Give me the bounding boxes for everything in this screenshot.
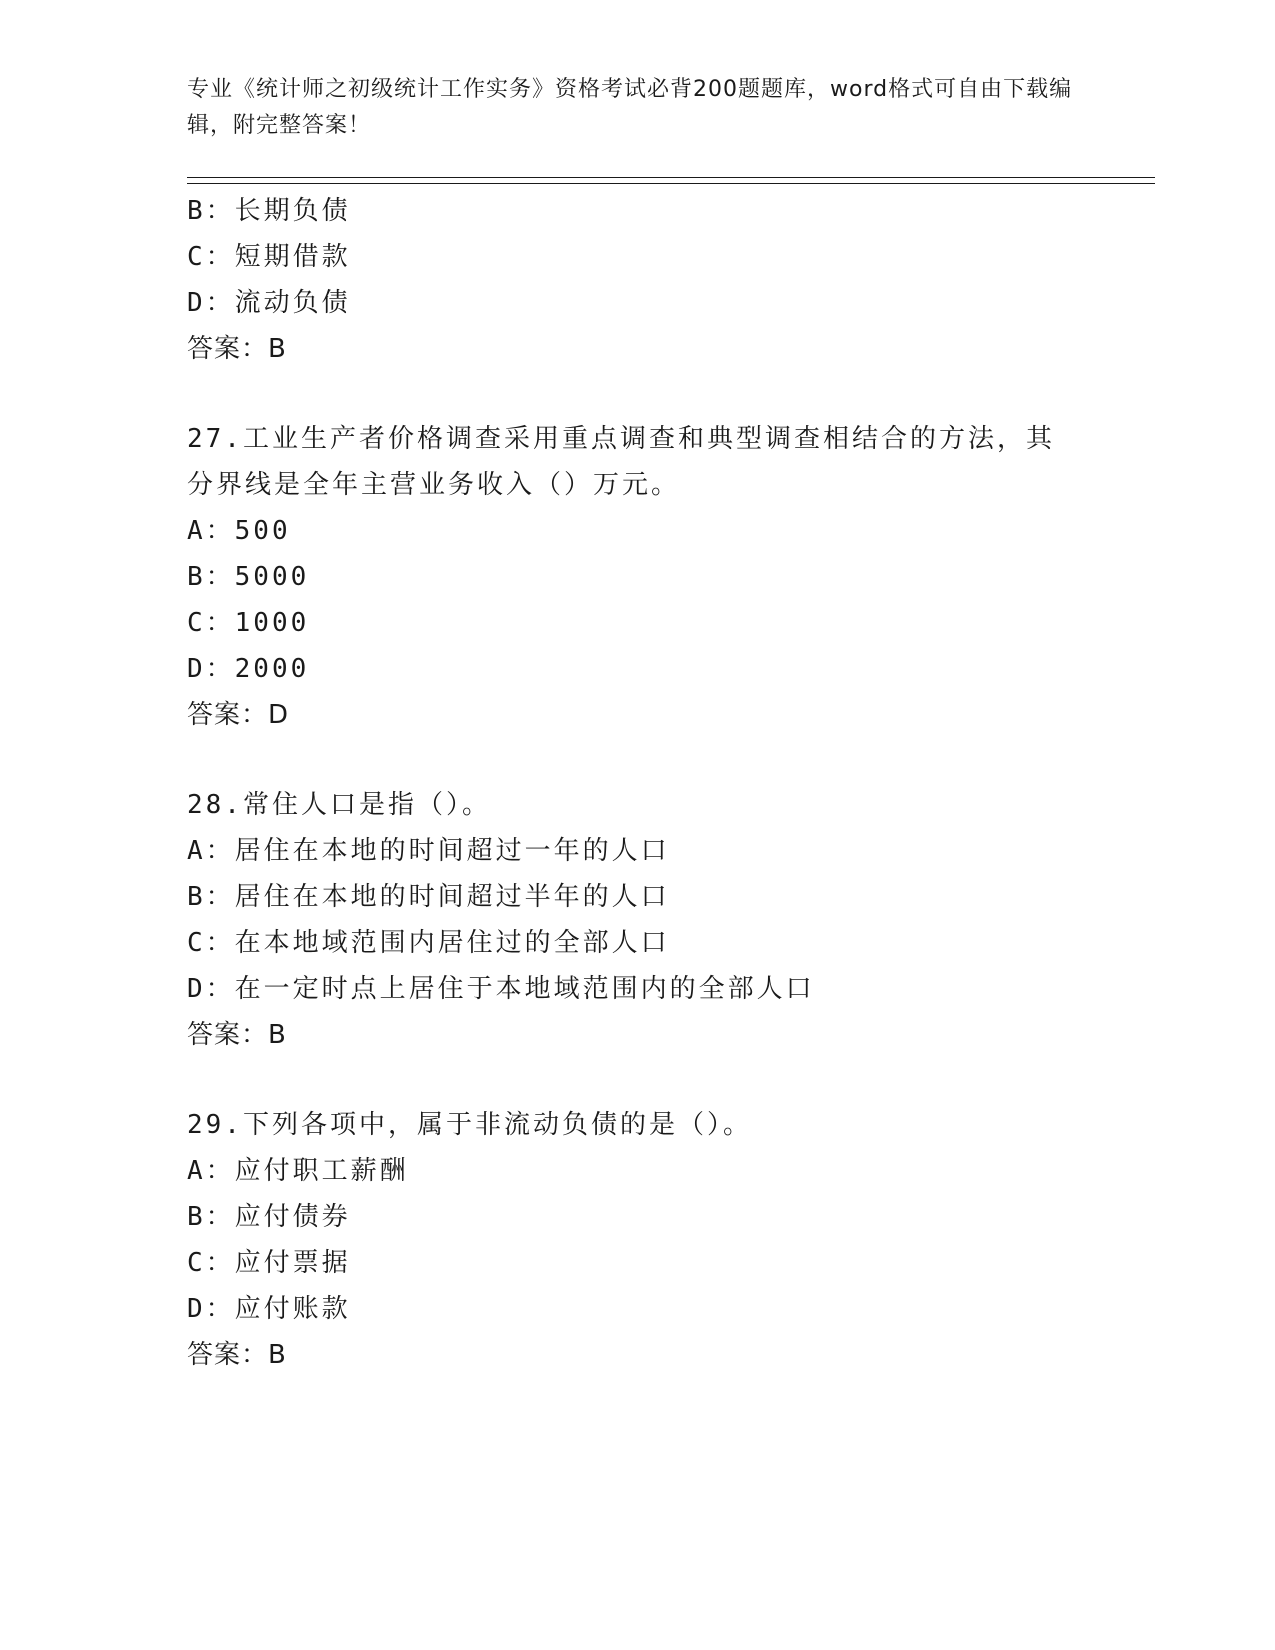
option-c: C：1000 (187, 608, 310, 638)
option-a: A：居住在本地的时间超过一年的人口 (187, 836, 670, 866)
option-d: D：流动负债 (187, 288, 351, 318)
question-29 (187, 1102, 1107, 1378)
answer-line: 答案：D (187, 700, 290, 730)
option-a: A：500 (187, 516, 291, 546)
option-b: B：应付债券 (187, 1202, 351, 1232)
answer-line: 答案：B (187, 1340, 287, 1370)
answer-line: 答案：B (187, 1020, 287, 1050)
option-d: D：在一定时点上居住于本地域范围内的全部人口 (187, 974, 815, 1004)
option-b: B：长期负债 (187, 196, 351, 226)
option-c: C：在本地域范围内居住过的全部人口 (187, 928, 670, 958)
question-content (187, 188, 1107, 1378)
header-divider-bottom (187, 183, 1155, 184)
option-b: B：居住在本地的时间超过半年的人口 (187, 882, 670, 912)
question-text: 27.工业生产者价格调查采用重点调查和典型调查相结合的方法，其分界线是全年主营业务收入（）万元。 (187, 424, 1055, 500)
question-partial (187, 188, 1107, 372)
document-header: 专业《统计师之初级统计工作实务》资格考试必背200题题库，word格式可自由下载编辑，附完整答案！ (187, 77, 1073, 138)
option-a: A：应付职工薪酬 (187, 1156, 409, 1186)
option-c: C：短期借款 (187, 242, 351, 272)
question-text: 29.下列各项中，属于非流动负债的是（）。 (187, 1110, 752, 1140)
option-c: C：应付票据 (187, 1248, 351, 1278)
option-d: D：应付账款 (187, 1294, 351, 1324)
option-b: B：5000 (187, 562, 310, 592)
option-d: D：2000 (187, 654, 310, 684)
question-text: 28.常住人口是指（）。 (187, 790, 491, 820)
header-divider-top (187, 177, 1155, 178)
answer-line: 答案：B (187, 334, 287, 364)
question-27 (187, 416, 1107, 738)
question-28 (187, 782, 1107, 1058)
